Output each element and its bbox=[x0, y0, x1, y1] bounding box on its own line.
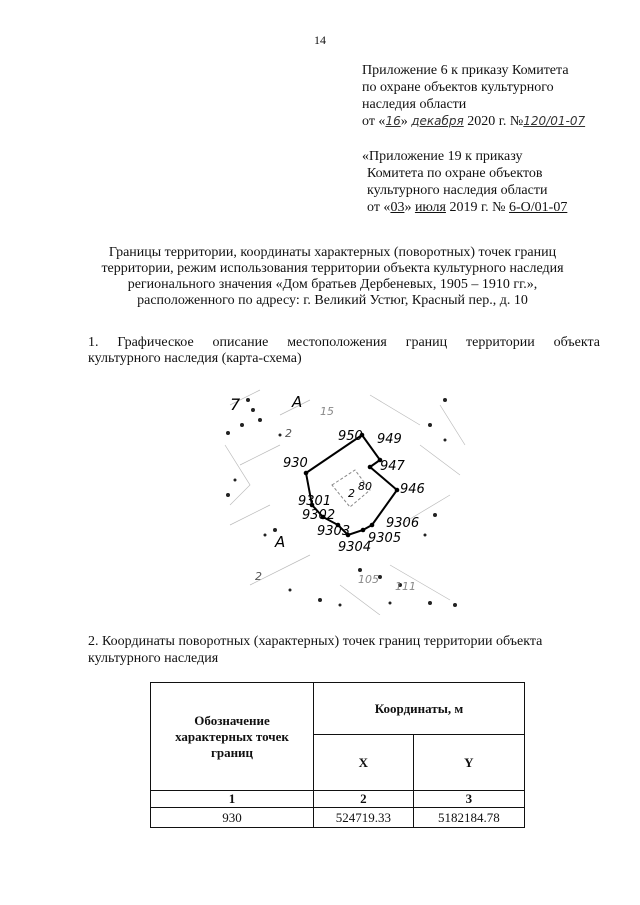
date-mid: » bbox=[400, 114, 408, 129]
col-number-1: 1 bbox=[151, 791, 314, 808]
label-105: 105 bbox=[358, 573, 379, 586]
col-number-3: 3 bbox=[413, 791, 524, 808]
prev-date-prefix: от « bbox=[367, 200, 391, 215]
cell-x: 524719.33 bbox=[314, 808, 414, 828]
date-prefix: от « bbox=[362, 114, 386, 129]
label-111: 111 bbox=[395, 580, 416, 593]
section-2-line-1: 2. Координаты поворотных (характерных) точек границ территории объекта bbox=[88, 634, 543, 649]
boundary-map bbox=[220, 385, 472, 615]
appendix-line-1: Приложение 6 к приказу Комитета bbox=[362, 63, 569, 78]
col-number-2: 2 bbox=[314, 791, 414, 808]
label-15: 15 bbox=[320, 405, 334, 418]
label-950: 950 bbox=[338, 429, 363, 444]
prev-appendix-line-2: Комитета по охране объектов bbox=[367, 166, 543, 181]
appendix-line-2: по охране объектов культурного bbox=[362, 80, 554, 95]
title-line-3: регионального значения «Дом братьев Дербеневых, 1905 – 1910 гг.», bbox=[127, 277, 538, 292]
prev-appendix-line-1: «Приложение 19 к приказу bbox=[362, 149, 523, 164]
label-9302: 9302 bbox=[302, 508, 336, 523]
header-designation: Обозначение характерных точек границ bbox=[151, 683, 314, 791]
label-9301: 9301 bbox=[298, 494, 332, 509]
appendix-line-3: наследия области bbox=[362, 97, 467, 112]
date-month-handwritten: декабря bbox=[411, 114, 464, 128]
label-930: 930 bbox=[283, 456, 308, 471]
label-letter-a-top: А bbox=[292, 393, 303, 411]
label-building-80: 80 bbox=[358, 480, 372, 493]
header-x: X bbox=[314, 735, 414, 791]
label-2-lower: 2 bbox=[255, 570, 262, 583]
label-2-upper: 2 bbox=[285, 427, 292, 440]
page-number: 14 bbox=[314, 33, 326, 47]
section-2-line-2: культурного наследия bbox=[88, 651, 219, 666]
table-row bbox=[151, 808, 525, 828]
coordinates-table bbox=[150, 682, 525, 828]
appendix-block bbox=[362, 62, 585, 216]
date-year: 2020 г. № bbox=[467, 114, 524, 129]
section-2-heading bbox=[88, 633, 600, 667]
cell-y: 5182184.78 bbox=[413, 808, 524, 828]
title-line-4: расположенного по адресу: г. Великий Устюг, Красный пер., д. 10 bbox=[137, 293, 528, 308]
prev-date-mid: » bbox=[404, 200, 415, 215]
prev-order-number: 6-О/01-07 bbox=[509, 200, 568, 215]
cell-point: 930 bbox=[151, 808, 314, 828]
order-number-handwritten: 120/01-07 bbox=[523, 114, 586, 128]
label-9306: 9306 bbox=[386, 516, 420, 531]
label-letter-a-bottom: А bbox=[275, 533, 286, 551]
header-coordinates: Координаты, м bbox=[314, 683, 525, 735]
prev-date-month: июля bbox=[414, 200, 446, 215]
label-7: 7 bbox=[230, 395, 241, 414]
label-947: 947 bbox=[380, 459, 405, 474]
label-9304: 9304 bbox=[338, 540, 372, 555]
title-line-1: Границы территории, координаты характерных (поворотных) точек границ bbox=[108, 245, 557, 260]
date-day-handwritten: 16 bbox=[385, 114, 401, 128]
prev-appendix-date-line bbox=[362, 199, 585, 216]
section-1-heading-cont: культурного наследия (карта-схема) bbox=[88, 351, 302, 366]
header-y: Y bbox=[413, 735, 524, 791]
label-946: 946 bbox=[400, 482, 425, 497]
section-1-heading: 1. Графическое описание местоположения границ территории объекта bbox=[88, 335, 600, 350]
appendix-date-line bbox=[362, 113, 585, 130]
label-9303: 9303 bbox=[317, 524, 351, 539]
label-building-2: 2 bbox=[348, 487, 355, 500]
label-949: 949 bbox=[377, 432, 402, 447]
title-line-2: территории, режим использования территории объекта культурного наследия bbox=[101, 261, 564, 276]
prev-appendix-line-3: культурного наследия области bbox=[367, 183, 548, 198]
label-9305: 9305 bbox=[368, 531, 402, 546]
prev-date-year: 2019 г. № bbox=[445, 200, 509, 215]
prev-date-day: 03 bbox=[390, 200, 405, 215]
document-title bbox=[60, 245, 605, 309]
